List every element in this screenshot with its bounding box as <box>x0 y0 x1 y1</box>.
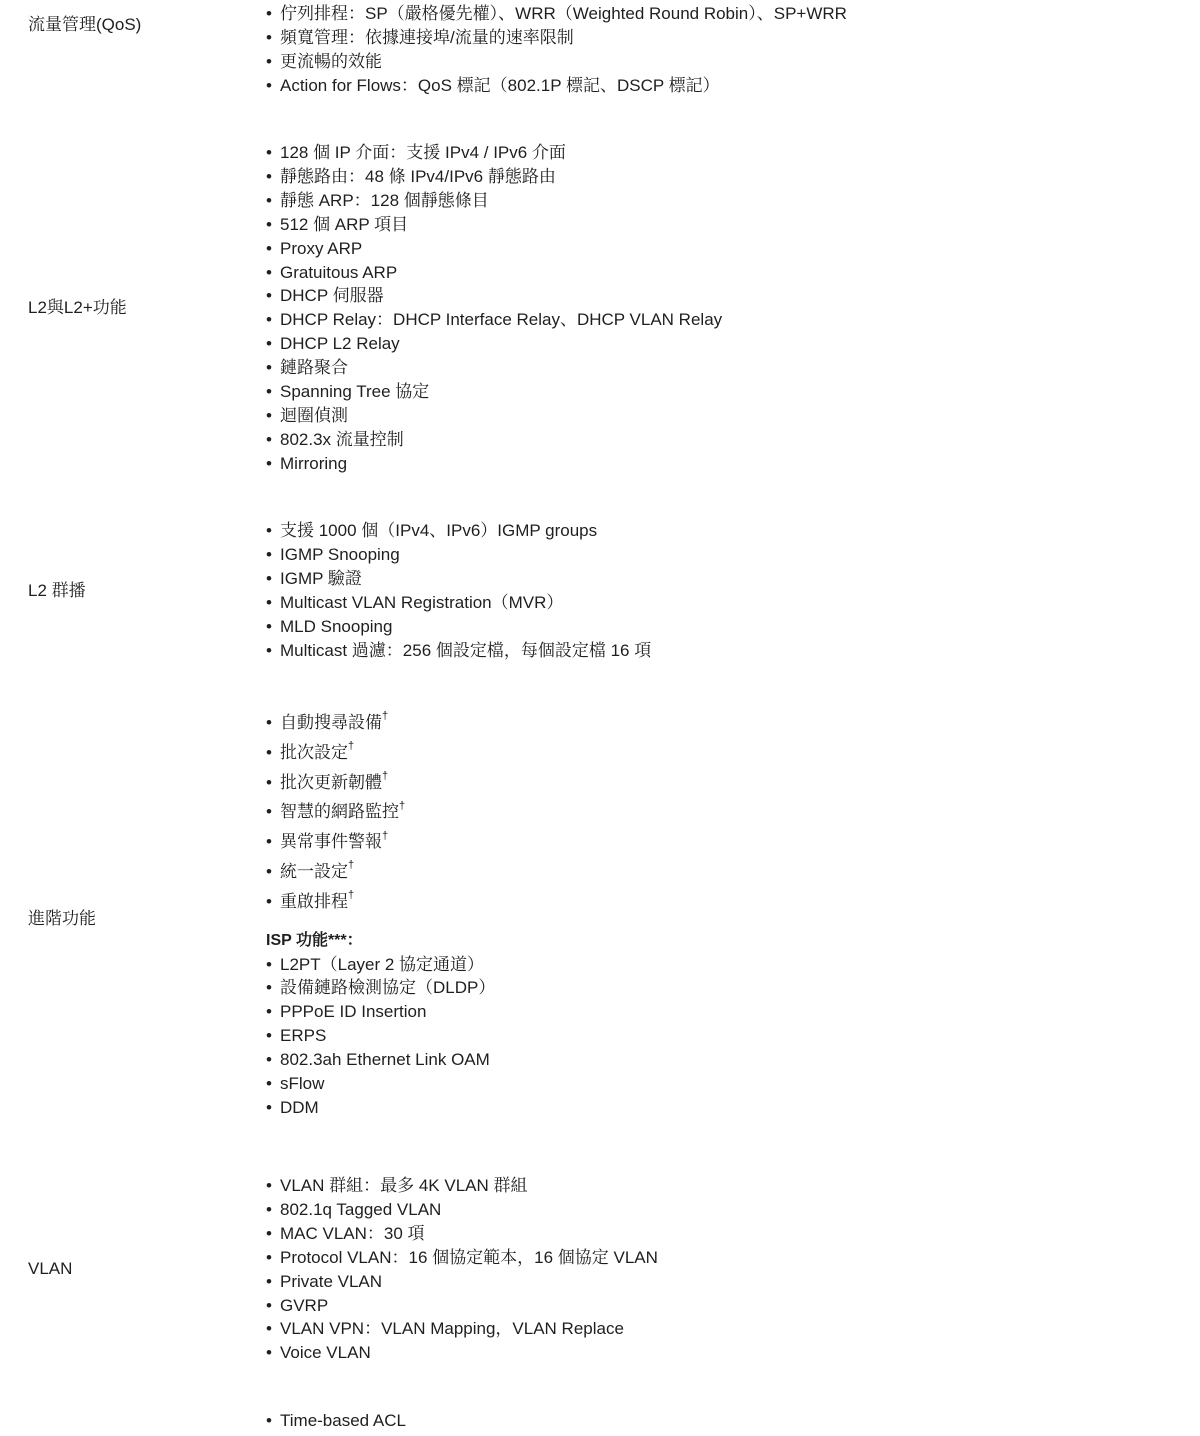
bullet: • <box>266 1343 272 1363</box>
list-item <box>266 519 1166 543</box>
bullet: • <box>266 713 272 732</box>
bullet: • <box>266 51 272 71</box>
list-item <box>266 1024 1166 1048</box>
list-item-text: DHCP L2 Relay <box>280 334 400 354</box>
list-item-text: Spanning Tree 協定 <box>280 382 430 402</box>
list-item <box>266 543 1166 567</box>
dagger-mark: † <box>382 769 389 782</box>
dagger-mark: † <box>348 889 355 902</box>
bullet: • <box>266 405 272 425</box>
bullet: • <box>266 861 272 881</box>
list-item <box>266 1048 1166 1072</box>
list-item-text: ERPS <box>280 1026 327 1046</box>
feature-list <box>266 1174 1166 1365</box>
list-item <box>266 708 1166 738</box>
list-item <box>266 1198 1166 1222</box>
feature-list <box>266 1409 1166 1433</box>
row-label: VLAN <box>28 1259 73 1278</box>
list-item-text: VLAN VPN：VLAN Mapping，VLAN Replace <box>280 1319 624 1339</box>
list-item-text: L2PT（Layer 2 協定通道） <box>280 954 485 974</box>
list-item <box>266 237 1166 261</box>
list-item <box>266 50 1166 74</box>
row-label: 流量管理(QoS) <box>28 15 142 34</box>
list-item <box>266 1317 1166 1341</box>
list-item-text: MAC VLAN：30 項 <box>280 1223 425 1243</box>
list-item <box>266 74 1166 98</box>
bullet: • <box>266 382 272 402</box>
list-item <box>266 887 1166 917</box>
list-item <box>266 639 1166 663</box>
list-item-text: sFlow <box>280 1074 325 1094</box>
row-content <box>266 519 1166 662</box>
list-item-text: VLAN 群組：最多 4K VLAN 群組 <box>280 1176 528 1195</box>
list-item-text: Protocol VLAN：16 個協定範本，16 個協定 VLAN <box>280 1247 658 1267</box>
bullet: • <box>266 616 272 636</box>
list-item-text: Multicast VLAN Registration（MVR） <box>280 592 564 612</box>
row-content <box>266 1174 1166 1365</box>
list-item-text: 批次更新韌體 <box>280 772 382 792</box>
list-item <box>266 404 1166 428</box>
bullet: • <box>266 568 272 588</box>
bullet: • <box>266 1295 272 1315</box>
row-label: L2與L2+功能 <box>28 298 127 317</box>
isp-heading: ISP 功能***： <box>266 931 363 949</box>
bullet: • <box>266 592 272 612</box>
list-item <box>266 591 1166 615</box>
list-item <box>266 567 1166 591</box>
dagger-mark: † <box>399 799 406 812</box>
list-item-text: Proxy ARP <box>280 238 363 258</box>
bullet: • <box>266 1411 272 1430</box>
list-item-text: 128 個 IP 介面：支援 IPv4 / IPv6 介面 <box>280 143 566 162</box>
bullet: • <box>266 1002 272 1022</box>
bullet: • <box>266 238 272 258</box>
feature-list <box>266 141 1166 476</box>
bullet: • <box>266 453 272 473</box>
list-item <box>266 857 1166 887</box>
bullet: • <box>266 1026 272 1046</box>
bullet: • <box>266 978 272 998</box>
list-item <box>266 1409 1166 1433</box>
bullet: • <box>266 286 272 306</box>
list-item-text: 自動搜尋設備 <box>280 713 382 732</box>
list-item <box>266 428 1166 452</box>
list-item <box>266 261 1166 285</box>
list-item-text: Time-based ACL <box>280 1411 406 1430</box>
list-item <box>266 141 1166 165</box>
dagger-mark: † <box>348 859 355 872</box>
list-item-text: 統一設定 <box>280 861 348 881</box>
list-item <box>266 332 1166 356</box>
row-label: L2 群播 <box>28 581 86 600</box>
bullet: • <box>266 429 272 449</box>
bullet: • <box>266 1050 272 1070</box>
list-item-text: 迴圈偵測 <box>280 405 348 425</box>
bullet: • <box>266 640 272 660</box>
bullet: • <box>266 262 272 282</box>
bullet: • <box>266 832 272 852</box>
bullet: • <box>266 214 272 234</box>
list-item-text: 802.3ah Ethernet Link OAM <box>280 1050 490 1070</box>
list-item-text: Private VLAN <box>280 1271 383 1291</box>
bullet: • <box>266 310 272 330</box>
list-item-text: 更流暢的效能 <box>280 51 382 71</box>
list-item-text: 頻寬管理：依據連接埠/流量的速率限制 <box>280 27 574 47</box>
dagger-mark: † <box>382 710 389 723</box>
bullet: • <box>266 1199 272 1219</box>
list-item-text: 重啟排程 <box>280 891 348 911</box>
list-item-text: 802.3x 流量控制 <box>280 429 404 449</box>
list-item <box>266 165 1166 189</box>
list-item <box>266 284 1166 308</box>
list-item-text: DDM <box>280 1098 319 1118</box>
bullet: • <box>266 891 272 911</box>
bullet: • <box>266 27 272 47</box>
bullet: • <box>266 1223 272 1243</box>
bullet: • <box>266 4 272 23</box>
list-item-text: 靜態 ARP：128 個靜態條目 <box>280 190 489 210</box>
bullet: • <box>266 521 272 540</box>
list-item-text: 802.1q Tagged VLAN <box>280 1199 442 1219</box>
list-item-text: Action for Flows：QoS 標記（802.1P 標記、DSCP 標記） <box>280 75 720 95</box>
list-item-text: Mirroring <box>280 453 348 473</box>
list-item-text: Voice VLAN <box>280 1343 371 1363</box>
list-item-text: Multicast 過濾：256 個設定檔，每個設定檔 16 項 <box>280 640 652 660</box>
feature-list <box>266 519 1166 662</box>
bullet: • <box>266 334 272 354</box>
list-item <box>266 976 1166 1000</box>
list-item-text: PPPoE ID Insertion <box>280 1002 427 1022</box>
bullet: • <box>266 1319 272 1339</box>
bullet: • <box>266 742 272 762</box>
bullet: • <box>266 166 272 186</box>
list-item <box>266 738 1166 768</box>
list-item <box>266 1294 1166 1318</box>
row-content <box>266 708 1166 1120</box>
list-item-text: Gratuitous ARP <box>280 262 398 282</box>
row-content <box>266 141 1166 476</box>
list-item-text: MLD Snooping <box>280 616 393 636</box>
bullet: • <box>266 143 272 162</box>
list-item-text: IGMP 驗證 <box>280 568 362 588</box>
row-content <box>266 1409 1166 1433</box>
list-item <box>266 1072 1166 1096</box>
list-item <box>266 213 1166 237</box>
list-item-text: 智慧的網路監控 <box>280 802 399 822</box>
list-item <box>266 1341 1166 1365</box>
bullet: • <box>266 1098 272 1118</box>
feature-list <box>266 708 1166 917</box>
list-item <box>266 1096 1166 1120</box>
bullet: • <box>266 772 272 792</box>
list-item-text: 支援 1000 個（IPv4、IPv6）IGMP groups <box>280 521 598 540</box>
dagger-mark: † <box>382 829 389 842</box>
list-item <box>266 827 1166 857</box>
list-item-text: DHCP Relay：DHCP Interface Relay、DHCP VLAN Relay <box>280 310 723 330</box>
list-item-text: 設備鏈路檢測協定（DLDP） <box>280 978 496 998</box>
list-item-text: DHCP 伺服器 <box>280 286 384 306</box>
bullet: • <box>266 358 272 378</box>
list-item <box>266 1174 1166 1198</box>
feature-list <box>266 2 1166 98</box>
list-item <box>266 356 1166 380</box>
bullet: • <box>266 1271 272 1291</box>
list-item <box>266 380 1166 404</box>
bullet: • <box>266 544 272 564</box>
list-item <box>266 615 1166 639</box>
list-item-text: IGMP Snooping <box>280 544 400 564</box>
bullet: • <box>266 1176 272 1195</box>
list-item-text: GVRP <box>280 1295 329 1315</box>
list-item-text: 批次設定 <box>280 742 348 762</box>
list-item <box>266 953 1166 977</box>
list-item-text: 異常事件警報 <box>280 832 382 852</box>
dagger-mark: † <box>348 740 355 753</box>
list-item <box>266 452 1166 476</box>
bullet: • <box>266 1247 272 1267</box>
list-item <box>266 189 1166 213</box>
bullet: • <box>266 190 272 210</box>
list-item <box>266 797 1166 827</box>
list-item-text: 512 個 ARP 項目 <box>280 214 409 234</box>
list-item <box>266 1246 1166 1270</box>
bullet: • <box>266 75 272 95</box>
bullet: • <box>266 954 272 974</box>
list-item <box>266 1000 1166 1024</box>
list-item-text: 佇列排程：SP（嚴格優先權）、WRR（Weighted Round Robin）、SP+WRR <box>280 4 847 23</box>
bullet: • <box>266 1074 272 1094</box>
list-item <box>266 1222 1166 1246</box>
list-item <box>266 1270 1166 1294</box>
list-item <box>266 768 1166 798</box>
list-item-text: 靜態路由：48 條 IPv4/IPv6 靜態路由 <box>280 166 556 186</box>
bullet: • <box>266 802 272 822</box>
list-item <box>266 26 1166 50</box>
list-item <box>266 2 1166 26</box>
row-label: 進階功能 <box>28 909 96 928</box>
list-item <box>266 308 1166 332</box>
row-content <box>266 2 1166 98</box>
isp-feature-list <box>266 953 1166 1120</box>
list-item-text: 鏈路聚合 <box>280 358 348 378</box>
